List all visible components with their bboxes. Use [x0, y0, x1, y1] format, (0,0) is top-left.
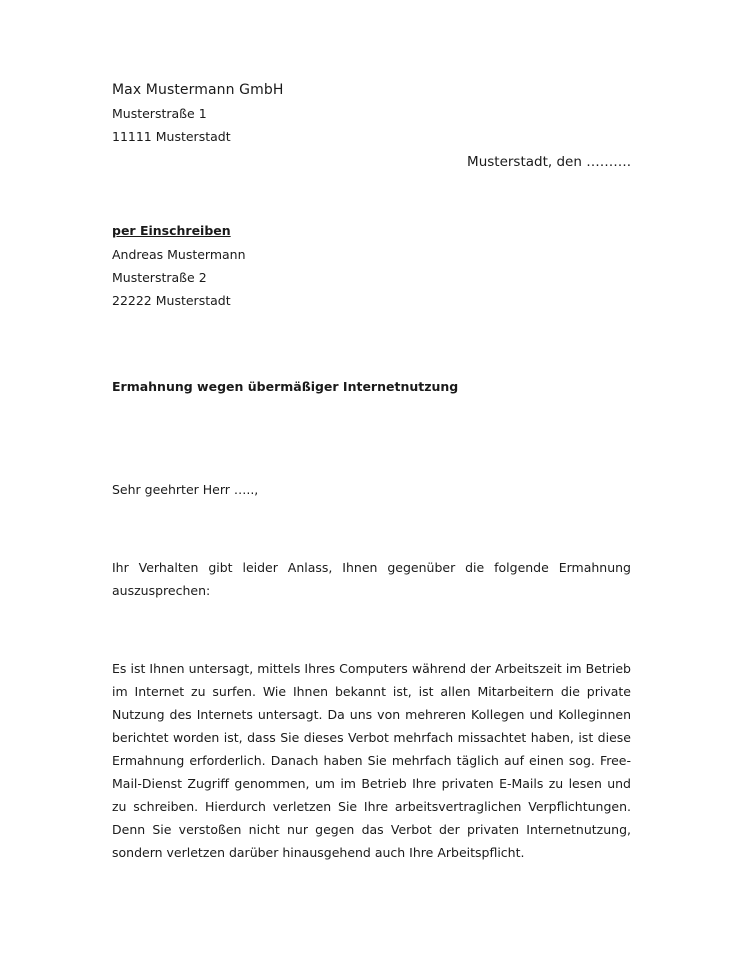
letter-subject: Ermahnung wegen übermäßiger Internetnutzung	[112, 379, 459, 394]
delivery-method: per Einschreiben	[112, 223, 231, 238]
date-line: Musterstadt, den ……….	[467, 154, 631, 170]
salutation: Sehr geehrter Herr …..,	[112, 482, 259, 497]
sender-street: Musterstraße 1	[112, 106, 207, 121]
recipient-street: Musterstraße 2	[112, 270, 207, 285]
recipient-name: Andreas Mustermann	[112, 247, 246, 262]
recipient-city: 22222 Musterstadt	[112, 293, 231, 308]
sender-city: 11111 Musterstadt	[112, 129, 231, 144]
sender-company-name: Max Mustermann GmbH	[112, 82, 284, 98]
body-paragraph: Es ist Ihnen untersagt, mittels Ihres Computers während der Arbeitszeit im Betrieb im Internet zu surfen. Wie Ihnen bekannt ist, ist allen Mitarbeitern die private Nutzung des Internets untersagt. Da uns von mehreren Kollegen und Kolleginnen berichtet worden ist, dass Sie dieses Verbot mehrfach missachtet haben, ist diese Ermahnung erforderlich. Danach haben Sie mehrfach täglich auf einen sog. Free-Mail-Dienst Zugriff genommen, um im Betrieb Ihre privaten E-Mails zu lesen und zu schreiben. Hierdurch verletzen Sie Ihre arbeitsvertraglichen Verpflichtungen. Denn Sie verstoßen nicht nur gegen das Verbot der privaten Internetnutzung, sondern verletzen darüber hinausgehend auch Ihre Arbeitspflicht.	[112, 661, 631, 860]
intro-paragraph: Ihr Verhalten gibt leider Anlass, Ihnen gegenüber die folgende Ermahnung auszusprechen:	[112, 560, 631, 598]
